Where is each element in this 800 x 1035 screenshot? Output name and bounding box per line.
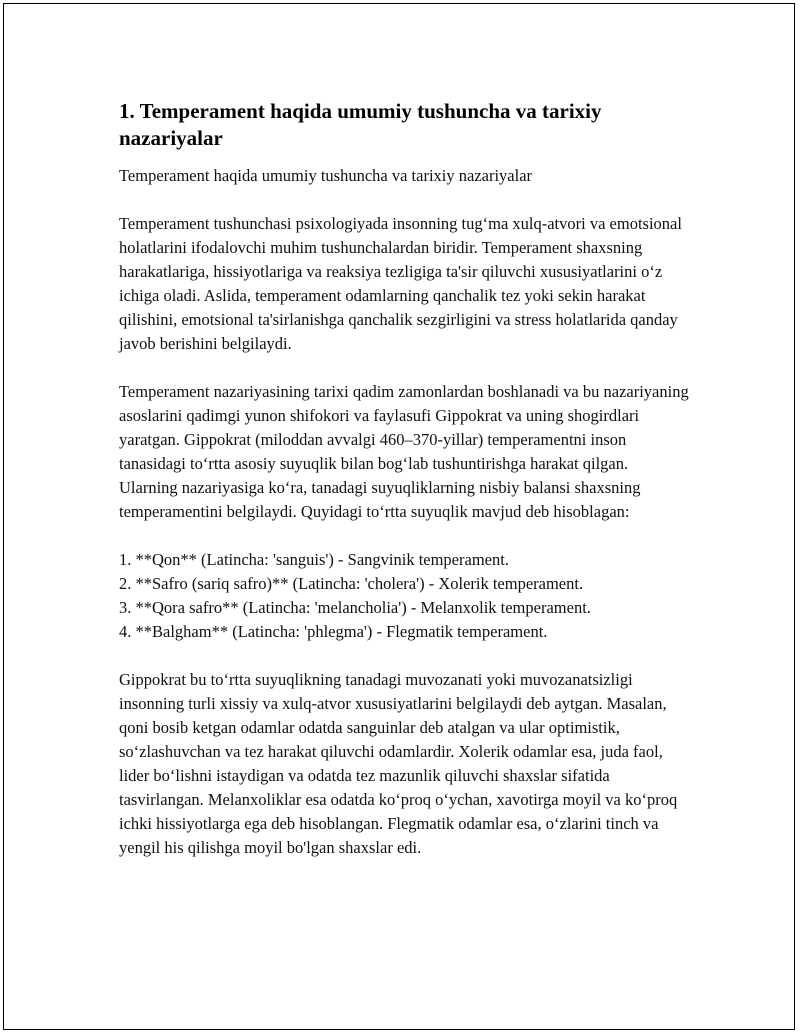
paragraph-history: Temperament nazariyasining tarixi qadim zamonlardan boshlanadi va bu nazariyaning asoslarini qadimgi yunon shifokori va faylasufi Gippokrat va uning shogirdlari yaratgan. Gippokrat (miloddan avvalgi 460–370-yillar) temperamentni inson tanasidagi to‘rtta asosiy suyuqlik bilan bog‘lab tushuntirishga harakat qilgan. Ularning nazariyasiga ko‘ra, tanadagi suyuqliklarning nisbiy balansi shaxsning temperamentini belgilaydi. Quyidagi to‘rtta suyuqlik mavjud deb hisoblagan: [119, 382, 689, 521]
paragraph-definition: Temperament tushunchasi psixologiyada insonning tug‘ma xulq-atvori va emotsional holatlarini ifodalovchi muhim tushunchalardan biridir. Temperament shaxsning harakatlariga, hissiyotlariga va reaksiya tezligiga ta'sir qiluvchi xususiyatlarini o‘z ichiga oladi. Aslida, temperament odamlarning qanchalik tez yoki sekin harakat qilishini, emotsional ta'sirlanishga qanchalik sezgirligini va stress holatlarida qanday javob berishini belgilaydi. [119, 214, 682, 353]
section-heading: 1. Temperament haqida umumiy tushuncha va tarixiy nazariyalar [119, 99, 602, 150]
list-item: 1. **Qon** (Latincha: 'sanguis') - Sangvinik temperament. [119, 550, 509, 569]
document-content [119, 98, 689, 884]
humors-list [119, 548, 689, 644]
paragraph-closing: Gippokrat bu to‘rtta suyuqlikning tanadagi muvozanati yoki muvozanatsizligi insonning turli xissiy va xulq-atvor xususiyatlarini belgilaydi deb aytgan. Masalan, qoni bosib ketgan odamlar odatda sanguinlar deb atalgan va ular optimistik, so‘zlashuvchan va tez harakat qiluvchi odamlardir. Xolerik odamlar esa, juda faol, lider bo‘lishni istaydigan va odatda tez mazunlik qiluvchi shaxslar sifatida tasvirlangan. Melanxoliklar esa odatda ko‘proq o‘ychan, xavotirga moyil va ko‘proq ichki hissiyotlarga ega deb hisoblangan. Flegmatik odamlar esa, o‘zlarini tinch va yengil his qilishga moyil bo'lgan shaxslar edi. [119, 670, 678, 857]
list-item: 2. **Safro (sariq safro)** (Latincha: 'cholera') - Xolerik temperament. [119, 574, 584, 593]
section-subtitle: Temperament haqida umumiy tushuncha va tarixiy nazariyalar [119, 166, 533, 185]
document-page [3, 3, 795, 1030]
list-item: 3. **Qora safro** (Latincha: 'melancholia') - Melanxolik temperament. [119, 598, 591, 617]
list-item: 4. **Balgham** (Latincha: 'phlegma') - Flegmatik temperament. [119, 622, 548, 641]
